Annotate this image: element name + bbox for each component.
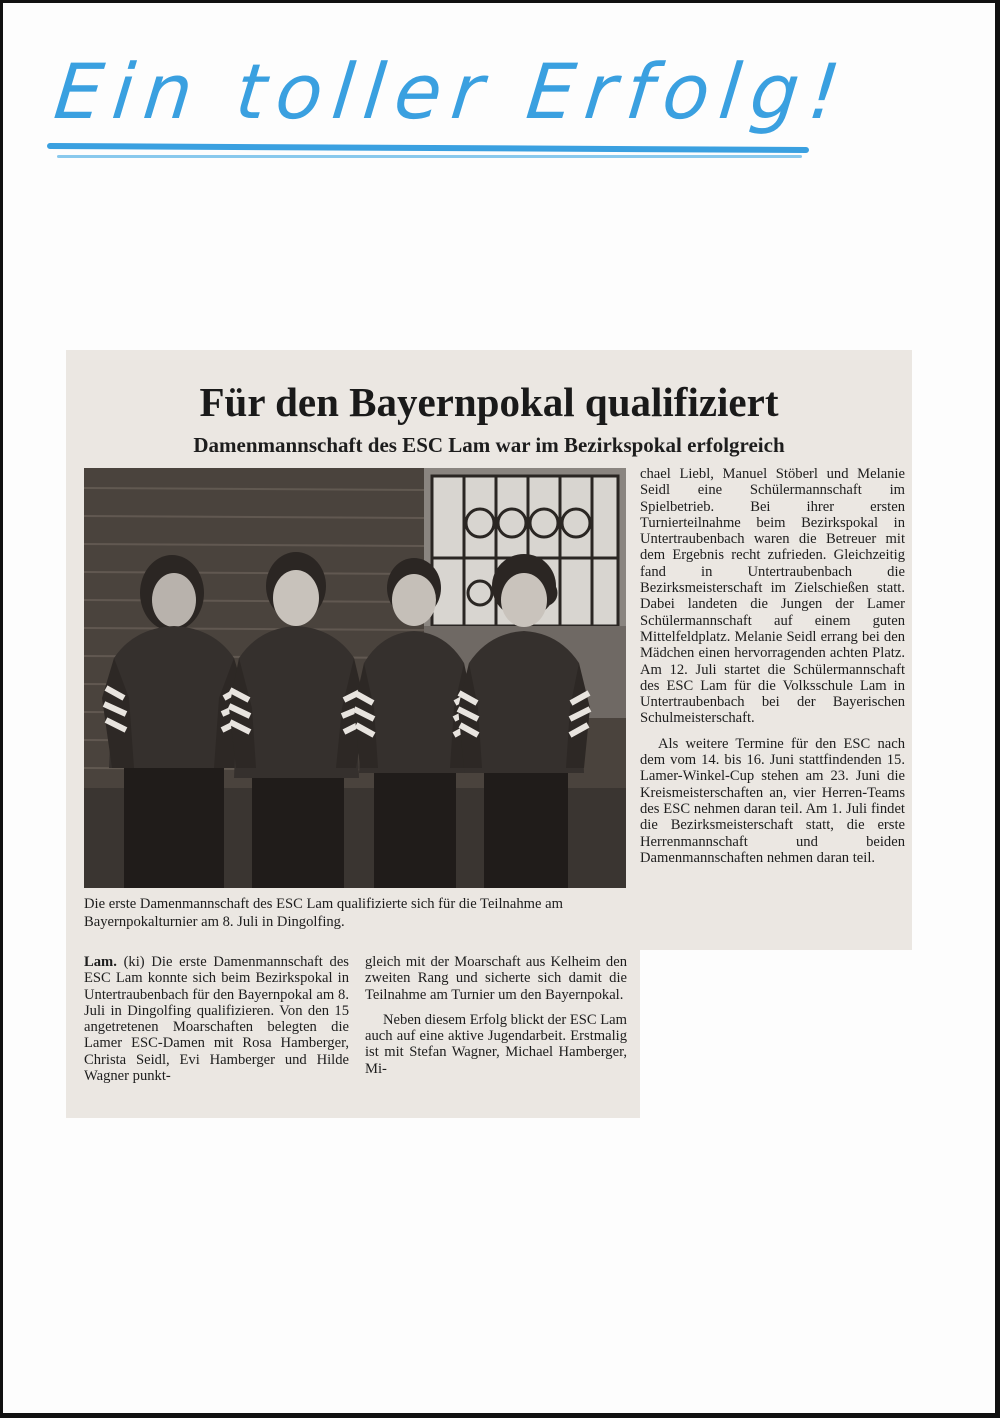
article-headline: Für den Bayernpokal qualifiziert	[199, 379, 779, 425]
article-paragraph-1-mid: gleich mit der Moarschaft aus Kelheim den zweiten Rang und sicherte sich damit die Teilnahme am Turnier um den Bayernpokal.	[365, 954, 627, 1003]
article-column-right	[640, 466, 905, 866]
article-dateline: Lam.	[84, 954, 117, 970]
photo-caption: Die erste Damenmannschaft des ESC Lam qualifizierte sich für die Teilnahme am Bayernpokalturnier am 8. Juli in Dingolfing.	[84, 896, 563, 930]
handwritten-underline-secondary	[57, 155, 802, 158]
article-subheadline: Damenmannschaft des ESC Lam war im Bezirkspokal erfolgreich	[193, 433, 785, 457]
team-photo	[84, 468, 626, 888]
article-paragraph-2-mid: Neben diesem Erfolg blickt der ESC Lam auch auf eine aktive Jugendarbeit. Erstmalig ist mit Stefan Wagner, Michael Hamberger, Mi-	[365, 1011, 627, 1077]
handwritten-note	[47, 33, 947, 183]
scanned-page	[3, 3, 995, 1413]
team-photo-image	[84, 468, 626, 888]
article-paragraph-2-right: chael Liebl, Manuel Stöberl und Melanie Seidl eine Schülermannschaft im Spielbetrieb. Bei ihrer ersten Turnierteilnahme beim Bezirkspokal in Untertraubenbach waren die Betreuer mit dem Ergebnis recht zufrieden. Gleichzeitig fand in Untertraubenbach die Bezirksmeisterschaft im Zielschießen statt. Dabei landeten die Jungen der Lamer Schülermannschaft auf einem guten Mittelfeldplatz. Melanie Seidl errang bei den Mädchen einen hervorragenden achten Platz. Am 12. Juli startet die Schülermannschaft des ESC Lam für die Volksschule Lam in Untertraubenbach bei der Bayerischen Schulmeisterschaft.	[640, 466, 905, 727]
handwritten-note-text: Ein toller Erfolg!	[50, 47, 855, 136]
article-paragraph-3-right: Als weitere Termine für den ESC nach dem vom 14. bis 16. Juni stattfindenden 15. Lamer-Winkel-Cup stehen am 23. Juni die Kreismeisterschaften an, vier Herren-Teams des ESC nehmen daran teil. Am 1. Juli findet die Bezirksmeisterschaft statt, die erste Herrenmannschaft und beiden Damenmannschaften nehmen daran teil.	[640, 735, 905, 866]
article-column-left	[84, 954, 349, 1084]
article-column-middle	[365, 954, 627, 1077]
article-paragraph-1-left: (ki) Die erste Damenmannschaft des ESC Lam konnte sich beim Bezirkspokal in Untertraubenbach für den Bayernpokal am 8. Juli in Dingolfing qualifizieren. Von den 15 angetretenen Moarschaften belegten die Lamer ESC-Damen mit Rosa Hamberger, Christa Seidl, Evi Hamberger und Hilde Wagner punkt-	[84, 954, 349, 1085]
handwritten-underline	[47, 143, 809, 153]
newspaper-clipping	[66, 350, 912, 1118]
